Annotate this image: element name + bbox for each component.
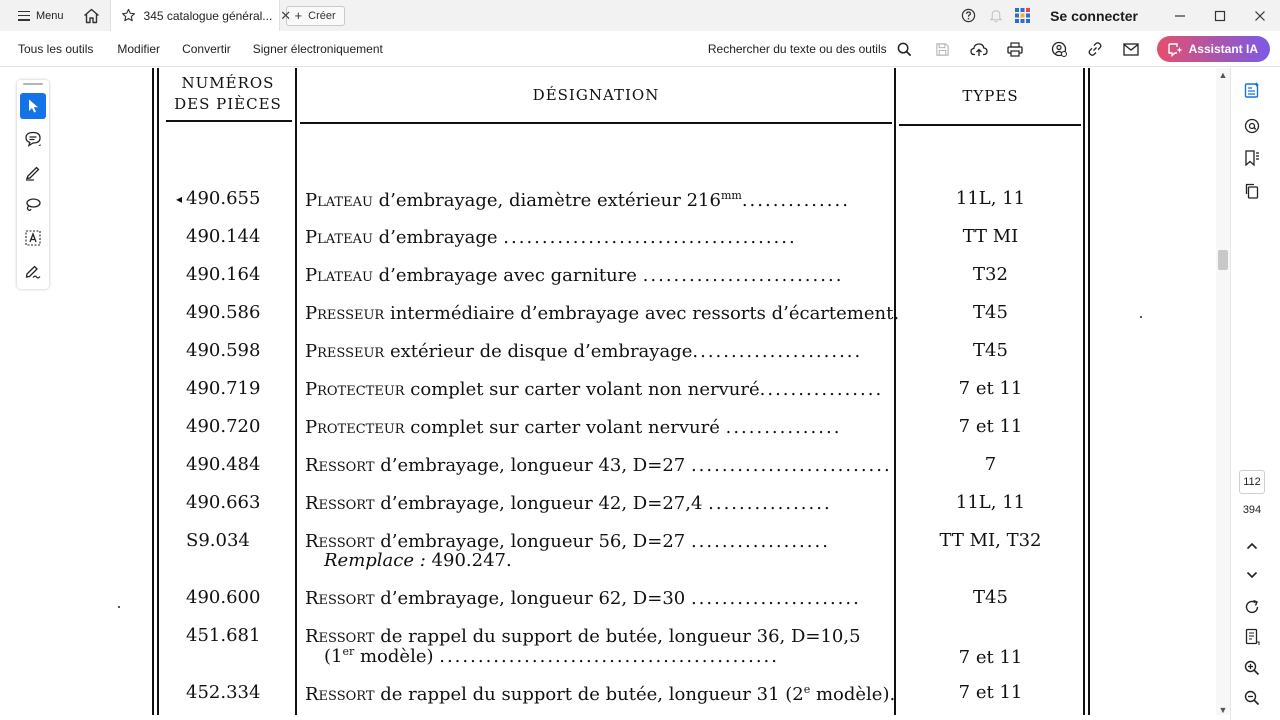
- document-viewer[interactable]: [6, 68, 1216, 715]
- close-tab-icon[interactable]: ✕: [280, 7, 292, 23]
- rail-grip[interactable]: [23, 83, 43, 85]
- part-description: complet sur carter volant non nervuré: [404, 379, 760, 400]
- minimize-button[interactable]: [1160, 0, 1200, 31]
- part-designation: [305, 588, 891, 609]
- help-button[interactable]: [955, 0, 982, 31]
- ai-summary-button[interactable]: [1241, 79, 1263, 101]
- part-category: Protecteur: [305, 379, 405, 400]
- rotate-icon: [1244, 599, 1260, 615]
- part-description: d’embrayage, diamètre extérieur 216: [372, 190, 721, 211]
- ai-sparkle-icon: [1167, 41, 1183, 57]
- part-number: 490.719: [186, 378, 261, 399]
- part-number: S9.034: [186, 530, 250, 551]
- rotate-button[interactable]: [1241, 596, 1263, 618]
- zoom-out-button[interactable]: [1241, 687, 1263, 709]
- total-pages: 394: [1242, 504, 1262, 516]
- upload-button[interactable]: [961, 31, 997, 67]
- create-label: Créer: [308, 9, 336, 22]
- document-tab[interactable]: [110, 0, 292, 31]
- create-button[interactable]: [286, 6, 345, 26]
- chevron-up-icon: [1246, 542, 1258, 550]
- part-number: 490.720: [186, 416, 261, 437]
- save-icon: [935, 42, 950, 57]
- tab-title: 345 catalogue général...: [143, 8, 273, 23]
- scan-speck: [1140, 316, 1142, 318]
- part-number: 451.681: [186, 625, 261, 646]
- bookmark-icon: [1243, 149, 1261, 167]
- next-page-button[interactable]: [1241, 564, 1263, 586]
- bookmarks-button[interactable]: [1241, 147, 1263, 169]
- part-number: 490.598: [186, 340, 261, 361]
- vehicle-types: T45: [973, 340, 1008, 361]
- part-description: d’embrayage, longueur 56, D=27: [374, 531, 691, 552]
- link-icon: [1087, 41, 1103, 57]
- part-category: Ressort: [305, 493, 375, 514]
- tab-bar: [0, 0, 1280, 31]
- zoom-out-icon: [1244, 690, 1260, 706]
- scrollbar-thumb[interactable]: [1218, 250, 1228, 270]
- envelope-icon: [1123, 43, 1139, 56]
- convert-menu[interactable]: Convertir: [182, 41, 231, 56]
- zoom-in-icon: [1244, 660, 1260, 676]
- part-category: Ressort: [305, 531, 375, 552]
- comment-icon: [24, 130, 42, 148]
- row-marker-icon: ◂: [176, 192, 183, 206]
- hamburger-icon: [18, 11, 30, 21]
- home-button[interactable]: [74, 0, 110, 31]
- part-number: 452.334: [186, 682, 261, 703]
- table-border-right-outer: [1088, 68, 1090, 715]
- part-designation: [305, 189, 891, 211]
- header-types: TYPES: [962, 87, 1019, 105]
- chevron-down-icon: [1246, 571, 1258, 579]
- tabbar-right: [955, 0, 1280, 31]
- part-category: Protecteur: [305, 417, 405, 438]
- leader-dots: ......................: [692, 341, 863, 362]
- part-category: Ressort: [305, 455, 375, 476]
- part-designation: [305, 455, 891, 476]
- part-number: 490.663: [186, 492, 261, 513]
- header-numbers-line1: NUMÉROS: [181, 74, 275, 92]
- vehicle-types: 7 et 11: [958, 416, 1023, 437]
- part-designation: [305, 683, 896, 705]
- replacement-number: 490.247.: [425, 550, 512, 571]
- part-category: Presseur: [305, 303, 385, 324]
- part-description: d’embrayage, longueur 43, D=27: [374, 455, 691, 476]
- search-icon: [897, 42, 912, 57]
- ai-assistant-label: Assistant IA: [1188, 42, 1258, 56]
- part-description: intermédiaire d’embrayage avec ressorts d’écartement.: [384, 303, 900, 324]
- left-tool-rail: [17, 80, 49, 289]
- part-number: 490.164: [186, 264, 261, 285]
- highlight-pen-icon: [24, 163, 42, 181]
- leader-dots: ..............: [741, 190, 850, 211]
- part-designation: [305, 227, 891, 248]
- part-category: Ressort: [305, 588, 375, 609]
- part-description-end: modèle).: [810, 684, 896, 705]
- header-rule-3: [899, 124, 1081, 126]
- save-button[interactable]: [925, 31, 961, 67]
- select-tool[interactable]: [20, 93, 46, 119]
- copy-pages-icon: [1243, 182, 1261, 200]
- leader-dots: ...............: [725, 417, 842, 438]
- part-category: Presseur: [305, 341, 385, 362]
- part-designation: [305, 303, 900, 324]
- vertical-scrollbar[interactable]: [1216, 68, 1230, 715]
- part-description: de rappel du support de butée, longueur 31 (2: [374, 684, 804, 705]
- scan-speck: [118, 606, 120, 608]
- vehicle-types: 7 et 11: [958, 378, 1023, 399]
- part-number: 490.600: [186, 587, 261, 608]
- part-number: 490.484: [186, 454, 261, 475]
- scroll-up-icon[interactable]: ▲: [1218, 70, 1228, 80]
- pdf-page: [6, 68, 1216, 715]
- print-button[interactable]: [997, 31, 1033, 67]
- e-sign-menu[interactable]: Signer électroniquement: [252, 41, 383, 56]
- header-rule-1: [166, 120, 292, 122]
- search-tools-input[interactable]: Rechercher du texte ou des outils: [707, 42, 887, 56]
- part-description: complet sur carter volant nervuré: [404, 417, 726, 438]
- page-display-button[interactable]: [1241, 626, 1263, 648]
- replacement-label: Remplace :: [324, 550, 426, 571]
- part-description: extérieur de disque d’embrayage: [384, 341, 693, 362]
- printer-icon: [1007, 42, 1023, 57]
- fill-sign-tool[interactable]: [20, 258, 46, 284]
- edit-menu[interactable]: Modifier: [117, 41, 161, 56]
- vehicle-types: T45: [973, 302, 1008, 323]
- header-numbers: [161, 73, 295, 115]
- vehicle-types: T45: [973, 587, 1008, 608]
- close-window-icon: [1254, 10, 1266, 22]
- superscript-text: er: [342, 645, 355, 658]
- vehicle-types: 7 et 11: [958, 682, 1023, 703]
- scroll-down-icon[interactable]: ▼: [1218, 705, 1228, 715]
- leader-dots: ..........................: [690, 455, 892, 476]
- part-description: de rappel du support de butée, longueur 36, D=10,5: [374, 626, 861, 647]
- share-button[interactable]: [1041, 31, 1077, 67]
- current-page-input[interactable]: 112: [1239, 470, 1265, 494]
- part-category: Plateau: [305, 227, 373, 248]
- minimize-icon: [1174, 10, 1186, 22]
- superscript-text: e: [803, 683, 811, 696]
- maximize-icon: [1214, 10, 1226, 22]
- part-category: Ressort: [305, 684, 375, 705]
- replacement-note: [324, 550, 512, 571]
- ai-summary-icon: [1243, 81, 1261, 99]
- vehicle-types: TT MI, T32: [939, 530, 1042, 551]
- table-border-left-outer: [152, 68, 154, 715]
- comment-at-icon: [1243, 117, 1261, 135]
- part-designation: [305, 493, 891, 514]
- toolbar-right: [708, 31, 1270, 67]
- select-icon: [26, 98, 40, 114]
- leader-dots: ..........................: [642, 265, 844, 286]
- vehicle-types: TT MI: [962, 226, 1019, 247]
- continuation-text: modèle): [354, 646, 440, 667]
- vehicle-types: 11L, 11: [955, 492, 1026, 513]
- part-designation: [305, 265, 891, 286]
- leader-dots: ................: [759, 379, 884, 400]
- vehicle-types: 11L, 11: [955, 188, 1026, 209]
- email-button[interactable]: [1113, 31, 1149, 67]
- vehicle-types: 7: [984, 454, 997, 475]
- sign-in-link[interactable]: Se connecter: [1050, 7, 1138, 24]
- close-window-button[interactable]: [1240, 0, 1280, 31]
- part-description: d’embrayage, longueur 62, D=30: [374, 588, 691, 609]
- right-rail: [1230, 68, 1280, 720]
- plus-icon: +: [294, 8, 303, 23]
- star-icon[interactable]: [121, 8, 136, 23]
- header-rule-2: [300, 122, 892, 124]
- comments-panel-button[interactable]: [1241, 115, 1263, 137]
- main-toolbar: [0, 31, 1280, 67]
- part-designation: [305, 626, 891, 647]
- highlight-tool[interactable]: [20, 159, 46, 185]
- column-divider-2: [894, 68, 896, 715]
- part-description: d’embrayage avec garniture: [372, 265, 643, 286]
- part-designation: [305, 379, 891, 400]
- apps-grid-icon: [1015, 8, 1030, 23]
- comment-tool[interactable]: [20, 126, 46, 152]
- header-designation: DÉSIGNATION: [532, 86, 660, 104]
- table-border-right-inner: [1083, 68, 1085, 715]
- part-designation: [305, 531, 891, 552]
- table-border-left-inner: [157, 68, 159, 715]
- part-number: 490.144: [186, 226, 261, 247]
- fill-sign-icon: [24, 262, 42, 280]
- superscript-text: mm: [720, 189, 742, 202]
- cloud-upload-icon: [970, 42, 988, 57]
- part-description: d’embrayage, longueur 42, D=27,4: [374, 493, 709, 514]
- menu-button[interactable]: [0, 0, 74, 31]
- vehicle-types: 7 et 11: [958, 647, 1023, 668]
- maximize-button[interactable]: [1200, 0, 1240, 31]
- draw-tool[interactable]: [20, 192, 46, 218]
- continuation-open: (1: [324, 646, 343, 667]
- share-people-icon: [1051, 41, 1067, 57]
- part-number: 490.586: [186, 302, 261, 323]
- vehicle-types: T32: [973, 264, 1008, 285]
- page-scroll-icon: [1244, 628, 1260, 646]
- lasso-draw-icon: [24, 196, 42, 214]
- previous-page-button[interactable]: [1241, 535, 1263, 557]
- part-category: Plateau: [305, 265, 373, 286]
- pages-button[interactable]: [1241, 180, 1263, 202]
- apps-button[interactable]: [1009, 0, 1036, 31]
- leader-dots: ............................................: [439, 646, 779, 667]
- part-category: Plateau: [305, 190, 373, 211]
- text-box-icon: [24, 229, 42, 247]
- part-category: Ressort: [305, 626, 375, 647]
- part-designation: [305, 417, 891, 438]
- copy-link-button[interactable]: [1077, 31, 1113, 67]
- notifications-button[interactable]: [982, 0, 1009, 31]
- text-tool[interactable]: [20, 225, 46, 251]
- menu-label: Menu: [36, 9, 64, 22]
- all-tools-menu[interactable]: Tous les outils: [18, 41, 94, 56]
- home-icon: [83, 8, 100, 24]
- part-designation: [305, 341, 891, 362]
- ai-assistant-button[interactable]: [1157, 36, 1270, 62]
- part-description: d’embrayage: [372, 227, 504, 248]
- designation-continuation: [324, 645, 889, 667]
- bell-icon: [989, 8, 1003, 23]
- part-number: 490.655: [186, 188, 261, 209]
- leader-dots: ..................: [690, 531, 830, 552]
- help-icon: [961, 8, 976, 23]
- header-numbers-line2: DES PIÈCES: [174, 95, 282, 113]
- leader-dots: ......................................: [503, 227, 797, 248]
- search-button[interactable]: [893, 31, 917, 67]
- leader-dots: ......................: [690, 588, 861, 609]
- leader-dots: ................: [708, 493, 832, 514]
- zoom-in-button[interactable]: [1241, 657, 1263, 679]
